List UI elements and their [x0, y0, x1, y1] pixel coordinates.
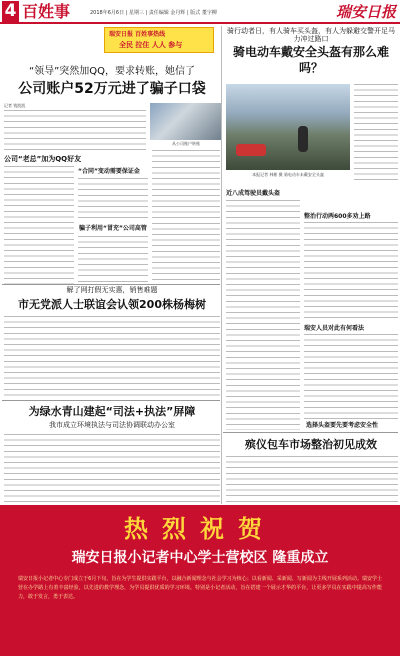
- right-story-subheading-2: 整治行动两600多劝上路: [304, 213, 371, 220]
- story3-headline: 为绿水青山建起“司法+执法”屏障: [28, 405, 196, 418]
- celebration-ad: [0, 505, 400, 656]
- issue-info: 2018年6月6日 | 星期三 | 责任编辑 金丹辉 | 版式 董宇柳: [90, 10, 217, 16]
- story-divider: [223, 432, 398, 433]
- story1-column3-text: [152, 150, 220, 284]
- column-divider: [221, 26, 222, 504]
- right-story-subheading-1: 近八成驾驶员戴头盔: [226, 190, 281, 197]
- story2-kicker: 解了网打假无实惠，销售难题: [66, 286, 158, 294]
- story1-subheading-b: “合同”变动需要保证金: [78, 168, 140, 175]
- story4-headline: 殡仪包车市场整治初见成效: [245, 438, 377, 451]
- right-story-side-text: [354, 84, 398, 184]
- ad-body-text: 瑞安日报小记者中心专门成立于6月下旬，旨在为学生提供实践平台，以融合新闻理念与社会学习为核心；以看新闻、采新闻、写新闻为主线开展系列活动。瑞安学士营在办学路上有着丰富经验，以先进的教学理念，为学员提供优质的学习环境。特别是小记者活动，旨在搭建一个展示才华的平台，让更多学员在实践中提高写作能力，敢于发言，勇于表达。: [18, 576, 382, 600]
- page-number: 4: [2, 1, 19, 22]
- page-header: [0, 0, 400, 24]
- story1-kicker: “领导”突然加QQ，要求转账，她信了: [28, 66, 196, 77]
- right-story-subheading-3: 瑞安人员对此有何看法: [304, 325, 365, 332]
- right-story-kicker: 骑行动者日，有人骑车买头盔，有人为躲避交警开足马力冲过路口: [227, 27, 395, 43]
- right-story-headline: 骑电动车戴安全头盔有那么难吗？: [232, 45, 389, 75]
- hotline-banner-line2: 全民 拉住 人人 参与: [119, 41, 183, 49]
- ad-celebrate-title: 热烈祝贺: [124, 514, 276, 543]
- section-title: 百姓事: [22, 2, 71, 21]
- story1-body-text: [4, 110, 146, 152]
- hotline-banner: [104, 27, 214, 53]
- story3-subheadline: 我市成立环境执法与司法协调联动办公室: [49, 421, 175, 429]
- right-story-subheading-4: 选择头盔要先要考虑安全性: [306, 422, 379, 429]
- story1-intro-text: [4, 30, 100, 62]
- story4-body-text: [226, 456, 398, 502]
- brand-logo: 瑞安日报: [335, 3, 396, 21]
- hotline-banner-line1: 瑞安日报 百姓事热线: [109, 31, 166, 38]
- story1-column1-text: [4, 166, 74, 284]
- story1-subheading-c: 骗子利用“冒充”公司高管: [79, 225, 147, 232]
- story-divider: [2, 284, 220, 285]
- right-story-column2-text: [304, 222, 398, 322]
- story1-photo: [150, 103, 222, 140]
- story-divider: [2, 400, 220, 401]
- story1-column2-text: [78, 178, 148, 222]
- right-story-photo-caption: 本报记者 林彬 摄 骑电动车未戴安全头盔: [252, 172, 324, 177]
- story1-photo-caption: 从公司账户转账: [172, 141, 200, 146]
- story2-headline: 市无党派人士联谊会认领200株杨梅树: [18, 298, 206, 311]
- right-story-photo: [226, 84, 350, 170]
- story2-body-text: [4, 316, 220, 398]
- story1-byline: 记者 钱凯凯: [4, 103, 26, 108]
- story1-subheading-a: 公司“老总”加为QQ好友: [4, 155, 82, 163]
- story1-column2b-text: [78, 236, 148, 284]
- story1-headline: 公司账户52万元进了骗子口袋: [18, 81, 206, 97]
- ad-title: 瑞安日报小记者中心学士营校区 隆重成立: [71, 550, 329, 566]
- story3-body-text: [4, 434, 220, 502]
- photo-rider: [298, 126, 308, 152]
- photo-car: [236, 144, 266, 156]
- right-story-column1-text: [226, 200, 300, 430]
- right-story-column2b-text: [304, 334, 398, 420]
